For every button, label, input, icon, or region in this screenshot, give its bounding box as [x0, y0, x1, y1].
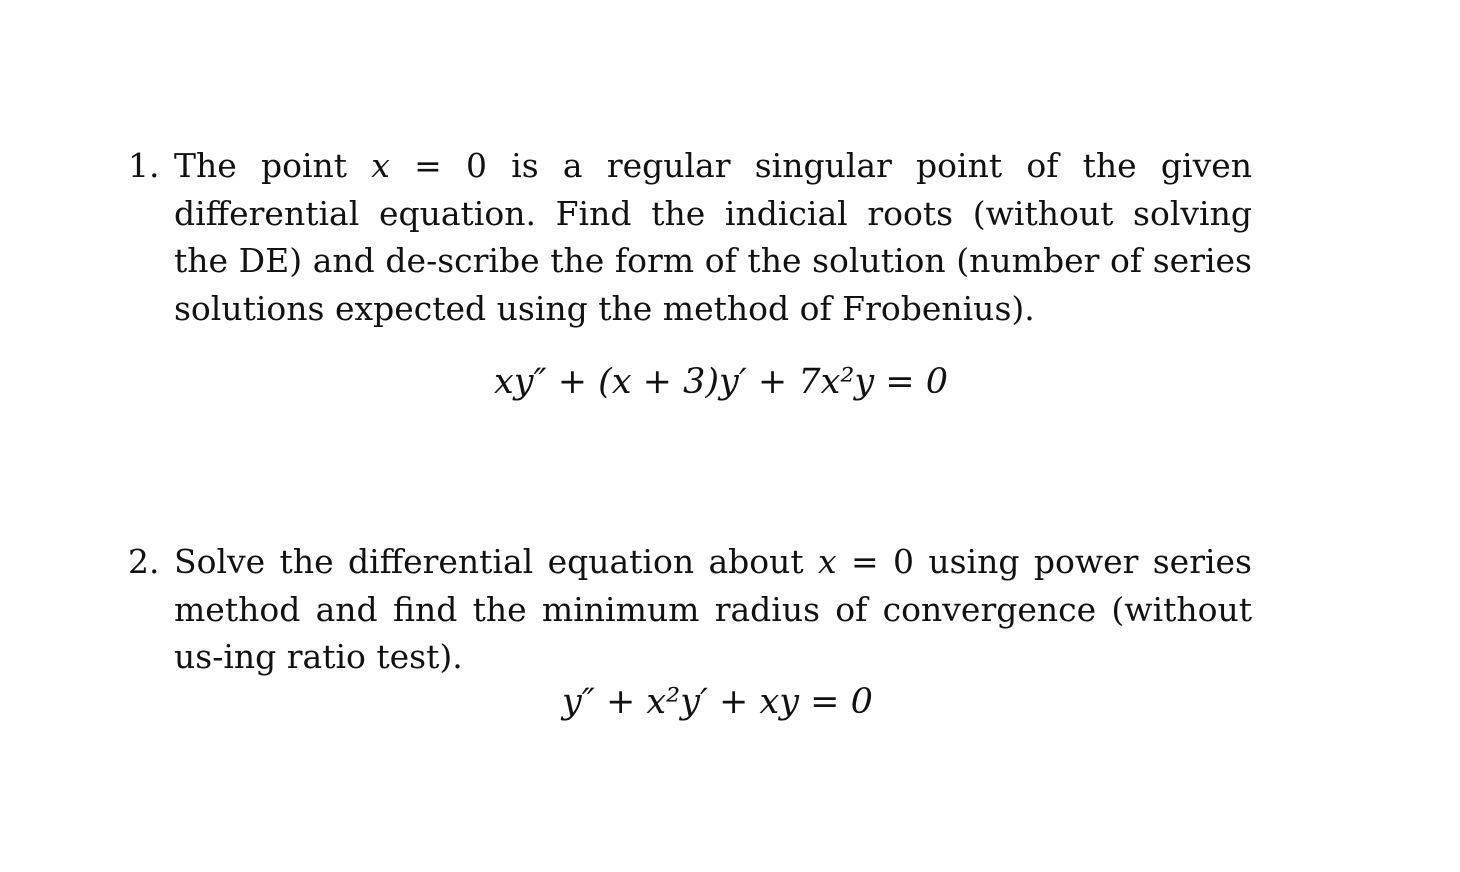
problem-1-equation: xy″ + (x + 3)y′ + 7x²y = 0: [494, 362, 949, 402]
problem-2-variable: x: [818, 542, 837, 581]
problem-1-statement: [174, 142, 1252, 332]
problem-2-text-start: Solve the differential equation about: [174, 542, 818, 581]
problem-2-number: 2.: [128, 542, 160, 581]
problem-2-statement: [174, 538, 1252, 681]
problem-2-text: [128, 538, 1252, 681]
problem-1-text: [128, 142, 1252, 332]
problem-2-text-rest: = 0 using power series method and find the minimum radius of convergence (without us-ing ratio test).: [174, 542, 1252, 676]
problem-1-number: 1.: [128, 146, 160, 185]
problem-1-variable: x: [371, 146, 390, 185]
problem-2-equation: y″ + x²y′ + xy = 0: [562, 682, 873, 722]
problem-1-text-start: The point: [174, 146, 372, 185]
problem-1: [128, 142, 1252, 332]
problem-2: [128, 538, 1252, 681]
problem-1-text-rest: = 0 is a regular singular point of the given differential equation. Find the indicial roots (without solving the DE) and de-scribe the form of the solution (number of series solutions expected using the method of Frobenius).: [174, 146, 1252, 328]
